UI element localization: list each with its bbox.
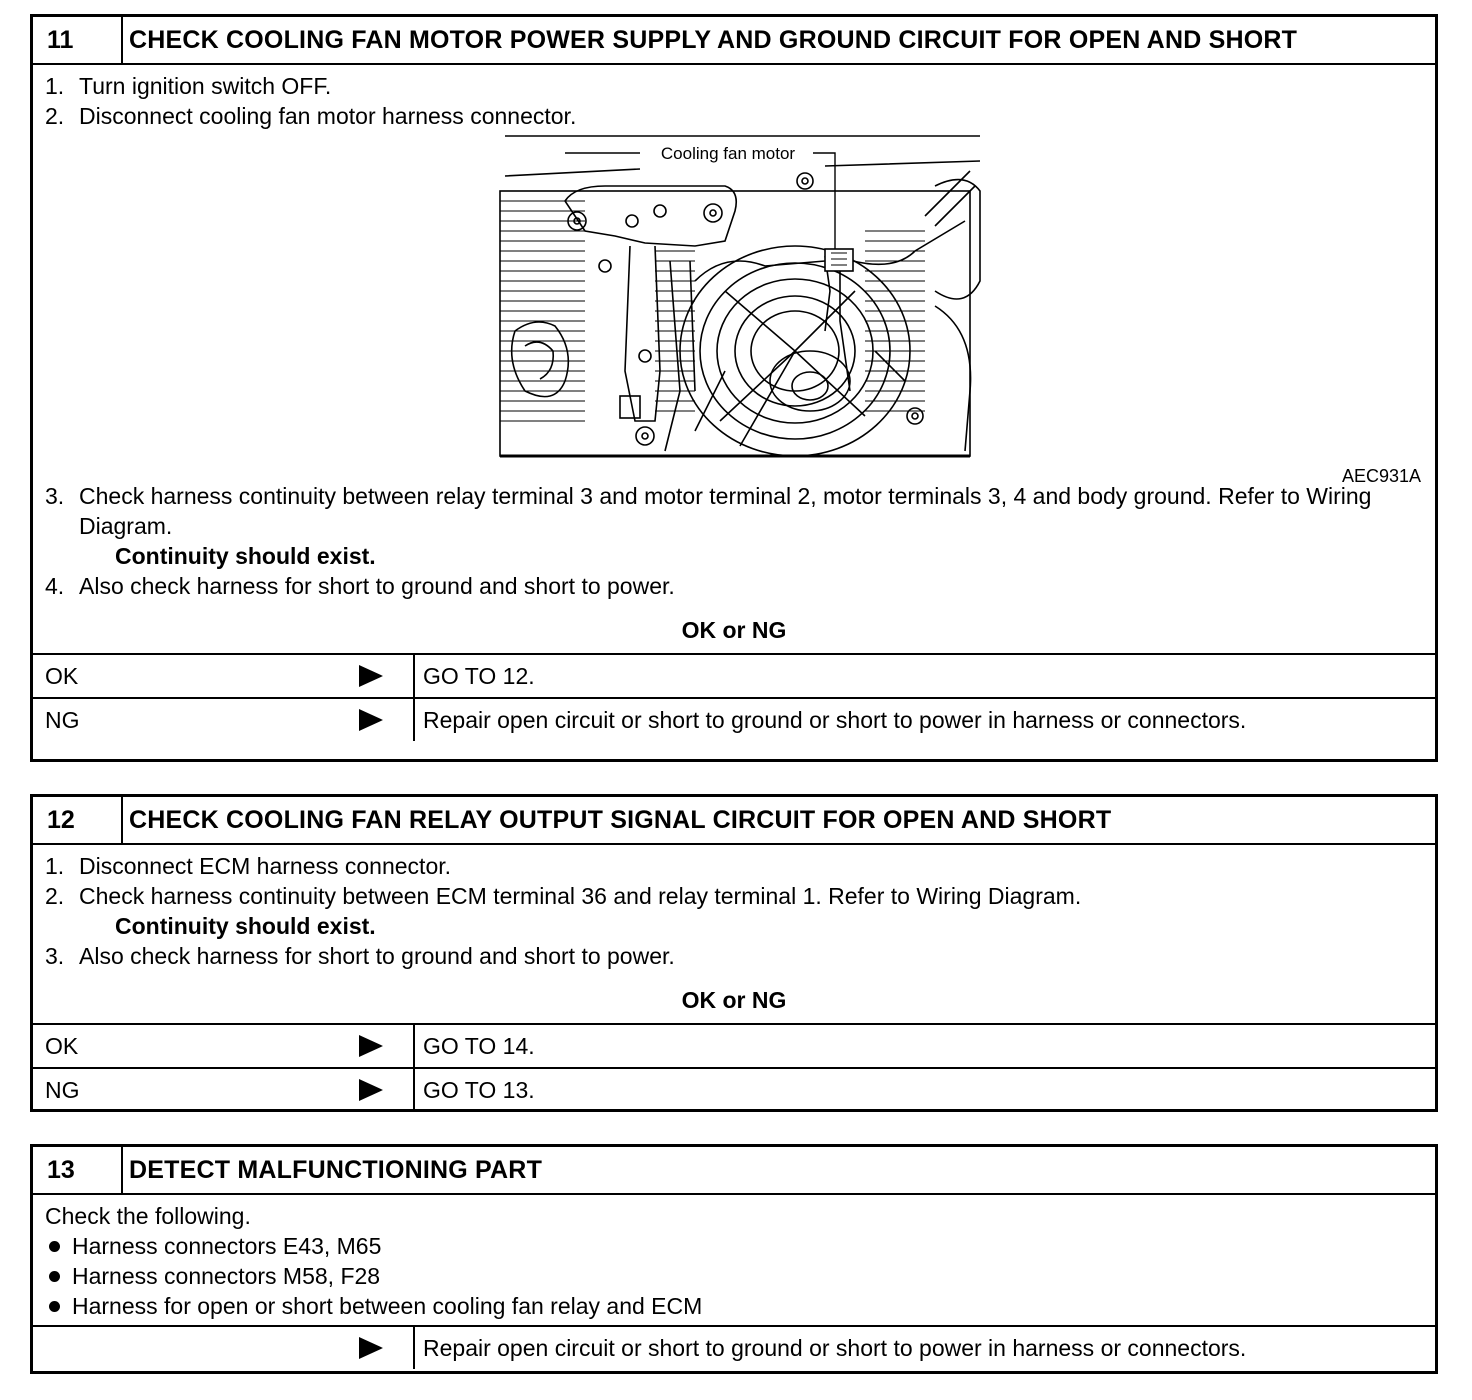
section-header xyxy=(33,17,1435,65)
figure-label: Cooling fan motor xyxy=(660,144,796,163)
step-title: DETECT MALFUNCTIONING PART xyxy=(129,1155,543,1184)
procedure-step xyxy=(45,481,1423,541)
procedure-step xyxy=(45,571,1423,601)
result-action: Repair open circuit or short to ground or short to power in harness or connectors. xyxy=(423,1334,1247,1361)
step-index: 1. xyxy=(45,73,65,99)
result-action: GO TO 12. xyxy=(423,662,535,689)
result-row-ng xyxy=(33,697,1435,741)
step-index: 2. xyxy=(45,103,65,129)
bullet-icon xyxy=(49,1301,60,1312)
section-body xyxy=(33,65,1435,645)
list-item xyxy=(45,1231,1423,1261)
procedure-step xyxy=(45,881,1423,911)
step-text: Disconnect cooling fan motor harness connector. xyxy=(79,103,577,129)
section-header xyxy=(33,1147,1435,1195)
step-index: 3. xyxy=(45,943,65,969)
step-text: Also check harness for short to ground and short to power. xyxy=(79,573,675,599)
arrow-right-icon xyxy=(359,1035,383,1057)
step-text: Check harness continuity between relay terminal 3 and motor terminal 2, motor terminals 3, 4 and body ground. Refer to Wiring Diagram. xyxy=(79,483,1372,539)
cooling-fan-motor-illustration xyxy=(495,131,985,466)
result-row-ok xyxy=(33,1023,1435,1067)
result-condition: NG xyxy=(45,706,80,733)
cooling-fan-figure xyxy=(45,131,1423,486)
check-intro: Check the following. xyxy=(45,1203,251,1229)
result-action: Repair open circuit or short to ground or short to power in harness or connectors. xyxy=(423,706,1247,733)
arrow-right-icon xyxy=(359,665,383,687)
list-item xyxy=(45,1261,1423,1291)
section-header xyxy=(33,797,1435,845)
arrow-right-icon xyxy=(359,1337,383,1359)
section-13 xyxy=(30,1144,1438,1374)
step-title: CHECK COOLING FAN MOTOR POWER SUPPLY AND GROUND CIRCUIT FOR OPEN AND SHORT xyxy=(129,25,1298,54)
list-item xyxy=(45,1291,1423,1321)
result-condition: NG xyxy=(45,1076,80,1103)
result-action: GO TO 14. xyxy=(423,1032,535,1059)
procedure-step xyxy=(45,71,1423,101)
section-11 xyxy=(30,14,1438,762)
continuity-note: Continuity should exist. xyxy=(115,913,376,939)
result-row xyxy=(33,1325,1435,1369)
step-index: 3. xyxy=(45,483,65,509)
result-condition: OK xyxy=(45,662,79,689)
procedure-step xyxy=(45,941,1423,971)
result-row-ok xyxy=(33,653,1435,697)
step-text: Turn ignition switch OFF. xyxy=(79,73,332,99)
step-number: 11 xyxy=(33,17,123,63)
section-12 xyxy=(30,794,1438,1112)
figure-code: AEC931A xyxy=(1341,466,1421,486)
continuity-note: Continuity should exist. xyxy=(115,543,376,569)
ok-or-ng-label: OK or NG xyxy=(681,987,787,1013)
step-number: 12 xyxy=(33,797,123,843)
section-body xyxy=(33,1195,1435,1325)
bullet-text: Harness connectors M58, F28 xyxy=(72,1263,381,1289)
arrow-right-icon xyxy=(359,709,383,731)
step-text: Also check harness for short to ground and short to power. xyxy=(79,943,675,969)
step-text: Disconnect ECM harness connector. xyxy=(79,853,452,879)
procedure-step xyxy=(45,851,1423,881)
bullet-icon xyxy=(49,1271,60,1282)
step-index: 2. xyxy=(45,883,65,909)
ok-or-ng-label: OK or NG xyxy=(681,617,787,643)
step-index: 1. xyxy=(45,853,65,879)
bullet-text: Harness for open or short between cooling fan relay and ECM xyxy=(72,1293,703,1319)
procedure-step xyxy=(45,101,1423,131)
section-body xyxy=(33,845,1435,1015)
bullet-icon xyxy=(49,1241,60,1252)
result-row-ng xyxy=(33,1067,1435,1111)
result-condition: OK xyxy=(45,1032,79,1059)
step-title: CHECK COOLING FAN RELAY OUTPUT SIGNAL CIRCUIT FOR OPEN AND SHORT xyxy=(129,805,1112,834)
arrow-right-icon xyxy=(359,1079,383,1101)
step-text: Check harness continuity between ECM terminal 36 and relay terminal 1. Refer to Wiring Diagram. xyxy=(79,883,1082,909)
bullet-text: Harness connectors E43, M65 xyxy=(72,1233,382,1259)
step-index: 4. xyxy=(45,573,65,599)
step-number: 13 xyxy=(33,1147,123,1193)
result-action: GO TO 13. xyxy=(423,1076,535,1103)
